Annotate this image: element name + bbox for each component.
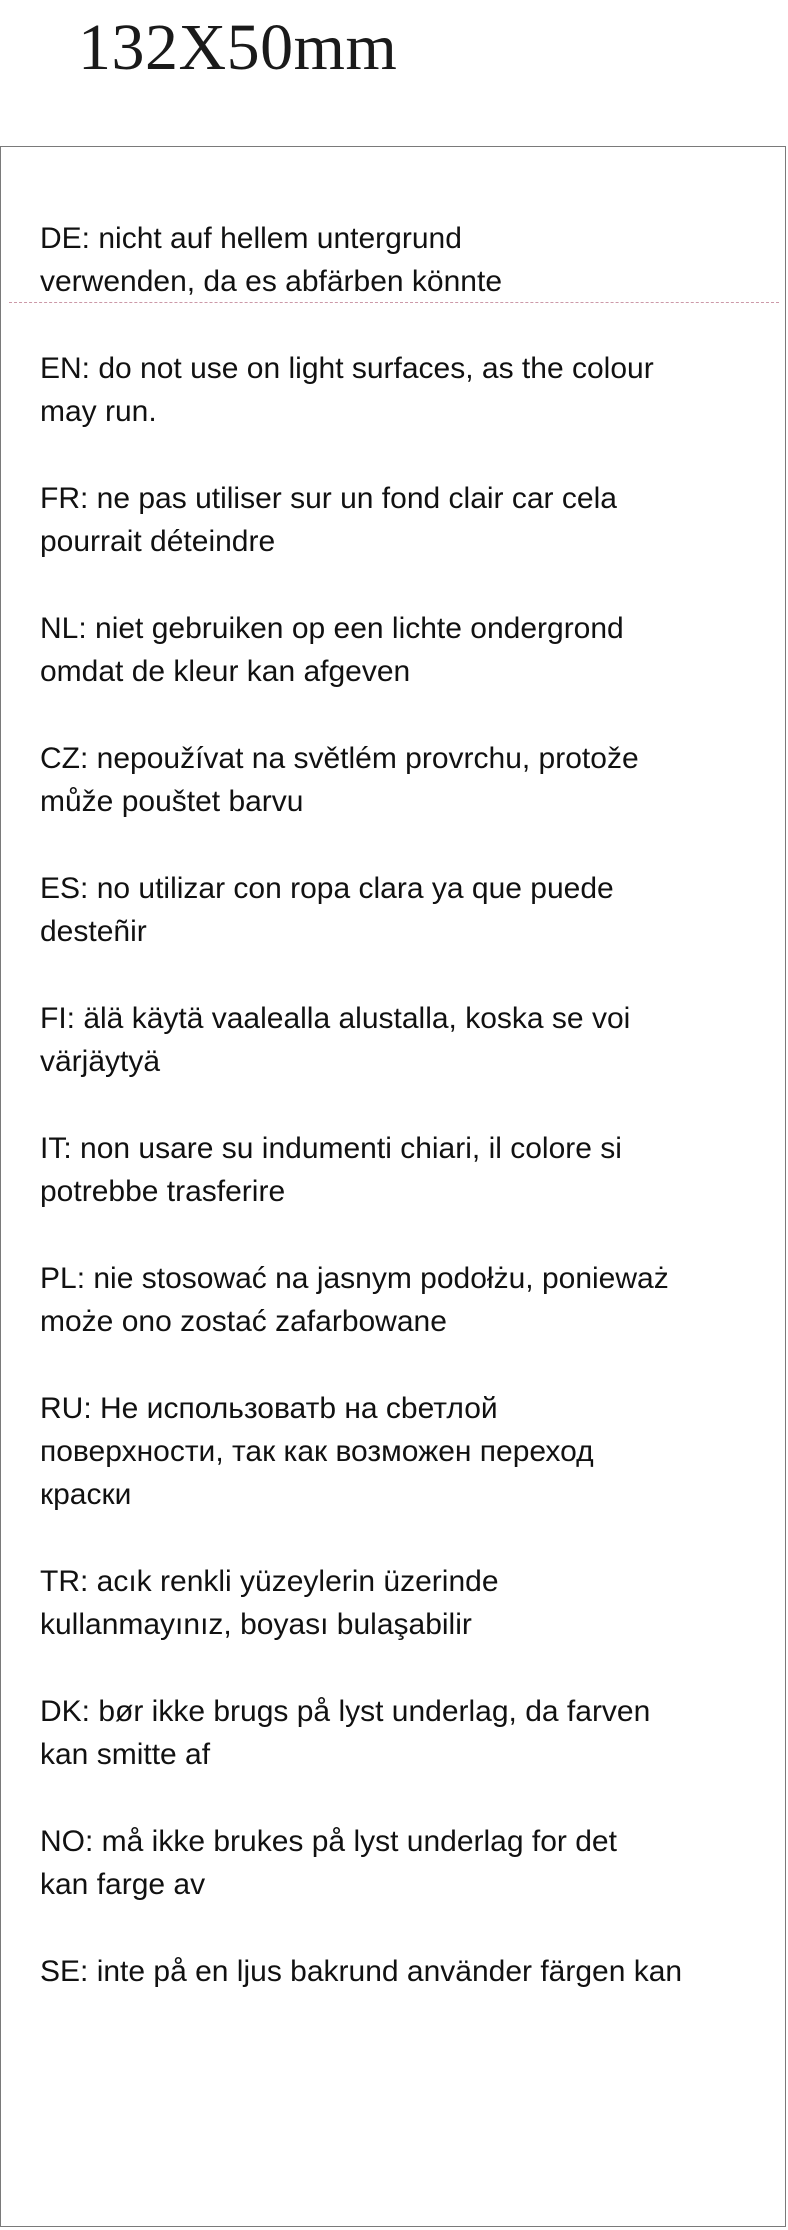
instruction-fr bbox=[40, 477, 780, 563]
care-instructions-list bbox=[40, 217, 780, 2037]
instruction-line: TR: acık renkli yüzeylerin üzerinde bbox=[40, 1565, 499, 1598]
instruction-line: může pouštet barvu bbox=[40, 785, 304, 818]
instruction-line: NO: må ikke brukes på lyst underlag for det bbox=[40, 1825, 617, 1858]
instruction-line: EN: do not use on light surfaces, as the colour bbox=[40, 352, 654, 385]
instruction-nl bbox=[40, 607, 780, 693]
instruction-cz bbox=[40, 737, 780, 823]
instruction-line: поверхности, так как возможен переход bbox=[40, 1435, 594, 1468]
instruction-line: DE: nicht auf hellem untergrund bbox=[40, 222, 462, 255]
label-size-title: 132X50mm bbox=[78, 11, 398, 84]
instruction-line: IT: non usare su indumenti chiari, il colore si bbox=[40, 1132, 622, 1165]
instruction-line: może ono zostać zafarbowane bbox=[40, 1305, 447, 1338]
instruction-line: potrebbe trasferire bbox=[40, 1175, 286, 1208]
instruction-de bbox=[40, 217, 780, 303]
instruction-tr bbox=[40, 1560, 780, 1646]
instruction-line: NL: niet gebruiken op een lichte ondergrond bbox=[40, 612, 624, 645]
instruction-se bbox=[40, 1950, 780, 1993]
instruction-it bbox=[40, 1127, 780, 1213]
instruction-line: FR: ne pas utiliser sur un fond clair car cela bbox=[40, 482, 617, 515]
instruction-line: desteñir bbox=[40, 915, 147, 948]
instruction-es bbox=[40, 867, 780, 953]
instruction-line: PL: nie stosować na jasnym podołżu, ponieważ bbox=[40, 1262, 669, 1295]
instruction-line: may run. bbox=[40, 395, 157, 428]
instruction-line: RU: Не использоватb на сbетлой bbox=[40, 1392, 498, 1425]
instruction-no bbox=[40, 1820, 780, 1906]
instruction-line: verwenden, da es abfärben könnte bbox=[40, 265, 502, 298]
instruction-line: värjäytyä bbox=[40, 1045, 161, 1078]
instruction-line: ES: no utilizar con ropa clara ya que puede bbox=[40, 872, 614, 905]
instruction-line: kullanmayınız, boyası bulaşabilir bbox=[40, 1608, 472, 1641]
instruction-line: DK: bør ikke brugs på lyst underlag, da farven bbox=[40, 1695, 651, 1728]
instruction-line: kan smitte af bbox=[40, 1738, 211, 1771]
instruction-pl bbox=[40, 1257, 780, 1343]
instruction-fi bbox=[40, 997, 780, 1083]
instruction-line: kan farge av bbox=[40, 1868, 206, 1901]
instruction-en bbox=[40, 347, 780, 433]
instruction-ru bbox=[40, 1387, 780, 1516]
instruction-line: omdat de kleur kan afgeven bbox=[40, 655, 411, 688]
instruction-line: CZ: nepoužívat na světlém provrchu, protože bbox=[40, 742, 639, 775]
instruction-dk bbox=[40, 1690, 780, 1776]
instruction-line: краски bbox=[40, 1478, 132, 1511]
instruction-line: FI: älä käytä vaalealla alustalla, koska se voi bbox=[40, 1002, 631, 1035]
instruction-line: SE: inte på en ljus bakrund använder färgen kan bbox=[40, 1955, 683, 1988]
instruction-line: pourrait déteindre bbox=[40, 525, 276, 558]
